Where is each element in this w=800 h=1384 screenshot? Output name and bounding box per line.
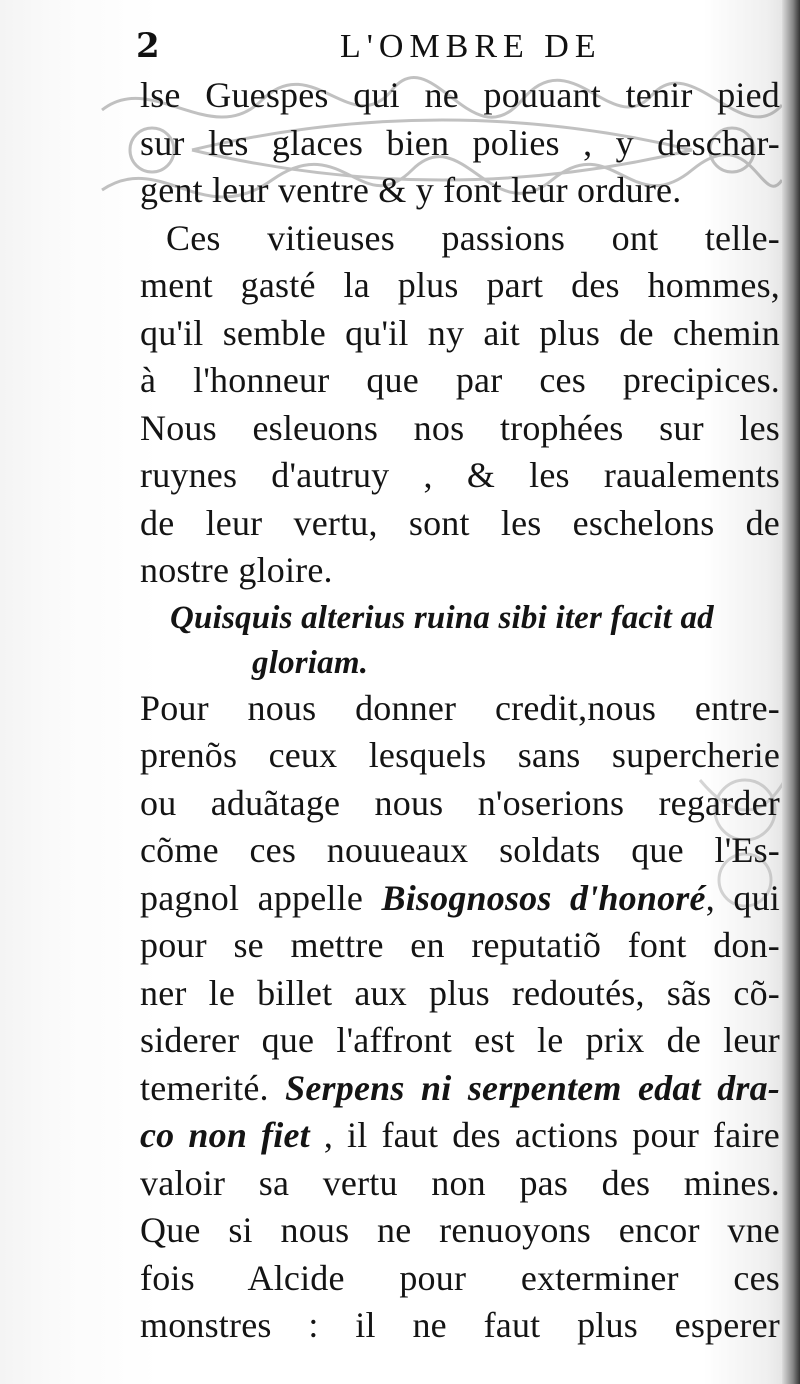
text-line bbox=[140, 1112, 780, 1160]
text-line: valoir sa vertu non pas des mines. bbox=[140, 1162, 780, 1203]
text-line: lse Guespes qui ne pouuant tenir pied bbox=[140, 75, 780, 115]
latin-quotation-line: gloriam. bbox=[252, 644, 369, 681]
text-line: sur les glaces bien polies , y deschar- bbox=[140, 122, 780, 163]
text-line: ment gasté la plus part des hommes, bbox=[140, 265, 780, 305]
text-line: fois Alcide pour exterminer ces bbox=[140, 1257, 780, 1298]
italic-phrase: Serpens ni serpentem edat dra- bbox=[285, 1067, 780, 1108]
running-head: L'OMBRE DE bbox=[340, 28, 602, 65]
text-line: Que si nous ne renuoyons encor vne bbox=[140, 1210, 780, 1250]
page-header bbox=[130, 26, 770, 70]
text-line bbox=[140, 875, 780, 923]
italic-phrase: Bisognosos d'honoré bbox=[381, 877, 706, 918]
text-line: gent leur ventre & y font leur ordure. bbox=[140, 170, 682, 210]
text-run: temerité. bbox=[140, 1067, 286, 1108]
text-line: ou aduãtage nous n'oserions regarder bbox=[140, 782, 780, 823]
italic-phrase: co non fiet bbox=[140, 1115, 310, 1155]
text-line: ruynes d'autruy , & les raualements bbox=[140, 455, 780, 495]
text-run: , qui bbox=[705, 877, 780, 918]
text-line: Pour nous donner credit,nous entre- bbox=[140, 687, 780, 728]
text-line: Nous esleuons nos trophées sur les bbox=[140, 407, 780, 448]
body-text bbox=[140, 72, 780, 1350]
text-line: prenõs ceux lesquels sans supercherie bbox=[140, 735, 780, 775]
page-gutter-shadow bbox=[782, 0, 800, 1384]
text-line: siderer que l'affront est le prix de leur bbox=[140, 1020, 780, 1060]
text-line bbox=[140, 1065, 780, 1113]
text-line: de leur vertu, sont les eschelons de bbox=[140, 502, 780, 543]
text-run: pagnol appelle bbox=[140, 877, 382, 918]
text-line: nostre gloire. bbox=[140, 550, 333, 590]
text-run: , il faut des actions pour faire bbox=[309, 1115, 780, 1155]
text-line: qu'il semble qu'il ny ait plus de chemin bbox=[140, 312, 780, 353]
page-number: 2 bbox=[136, 26, 160, 66]
text-line: monstres : il ne faut plus esperer bbox=[140, 1305, 780, 1345]
text-line: à l'honneur que par ces precipices. bbox=[140, 360, 780, 400]
text-line: ner le billet aux plus redoutés, sãs cõ- bbox=[140, 972, 780, 1013]
text-line: pour se mettre en reputatiõ font don- bbox=[140, 925, 780, 965]
text-line: Ces vitieuses passions ont telle- bbox=[166, 217, 780, 258]
text-line: cõme ces nouueaux soldats que l'Es- bbox=[140, 830, 780, 870]
latin-quotation-line: Quisquis alterius ruina sibi iter facit ad bbox=[170, 599, 714, 636]
